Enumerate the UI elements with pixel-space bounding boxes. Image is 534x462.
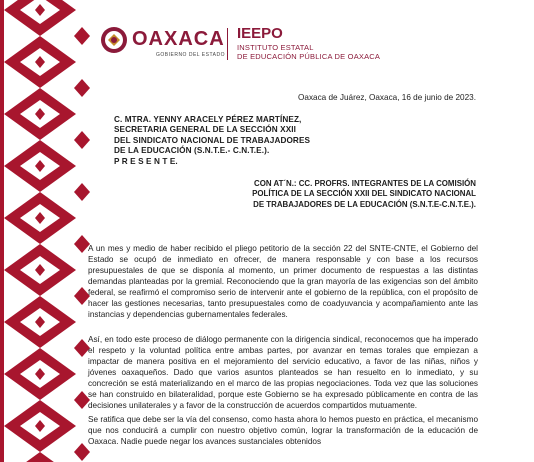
recipient-line: SECRETARIA GENERAL DE LA SECCIÓN XXII: [114, 125, 297, 135]
body-paragraph: A un mes y medio de haber recibido el pliego petitorio de la sección 22 del SNTE-CNTE, el Gobierno del Estado se ocupó de inmediato en ofrecer, de manera responsable y con base a los recursos presupuestales de que se disponía al momento, un primer documento de respuestas a las distintas demandas planteadas por la gremial. Reconociendo que la gran mayoría de las exigencias son del ámbito federal, se reafirmó el compromiso serio de intervenir ante el gobierno de la república, con el propósito de hacer las gestiones necesarias, tanto presupuestales como de coadyuvancia y acompañamiento ante las instancias y dependencias gubernamentales federales.: [88, 244, 478, 319]
recipient-line: C. MTRA. YENNY ARACELY PÉREZ MARTÍNEZ,: [114, 115, 302, 124]
letterhead: [100, 26, 520, 66]
recipient-line: DE LA EDUCACIÓN (S.N.T.E.- C.N.T.E.).: [114, 146, 270, 156]
ieepo-name-line2: DE EDUCACIÓN PÚBLICA DE OAXACA: [237, 52, 381, 61]
recipient-block: [114, 115, 474, 167]
border-band: [0, 0, 4, 462]
body-paragraph: Así, en todo este proceso de diálogo permanente con la dirigencia sindical, reconocemos que ha imperado el respeto y la voluntad política entre ambas partes, por avanzar en temas torales que empiezan a impactar de manera positiva en el mejoramiento del servicio educativo, a favor de las niñas, niños y jóvenes oaxaqueños. Dado que varios asuntos planteados se han resuelto en lo inmediato, y su concreción se está materializando en el marco de las propias negociaciones. Toda vez que las soluciones se han construido en bilateralidad, porque este Gobierno se ha expresado públicamente en contra de las decisiones unilaterales y a favor de la construcción de acuerdos compartidos mutuamente.: [88, 335, 478, 410]
oaxaca-emblem-icon: [100, 26, 128, 54]
textile-border-pattern: [0, 0, 98, 462]
letter-date: Oaxaca de Juárez, Oaxaca, 16 de junio de 2023.: [298, 93, 476, 102]
attention-block: [186, 179, 476, 210]
attention-line: DE TRABAJADORES DE LA EDUCACIÓN (S.N.T.E-C.N.T.E.).: [253, 199, 476, 209]
ieepo-acronym: IEEPO: [237, 25, 283, 42]
body-paragraph: Se ratifica que debe ser la vía del consenso, como hasta ahora lo hemos puesto en práctica, el mecanismo que nos conducirá a cumplir con nuestro objetivo común, lograr la transformación de la educación de Oaxaca. Nadie puede negar los avances sustanciales obtenidos: [88, 415, 478, 446]
attention-line: POLÍTICA DE LA SECCIÓN XXII DEL SINDICATO NACIONAL: [252, 189, 476, 199]
recipient-line: P R E S E N T E.: [114, 156, 178, 166]
logo-divider: [227, 28, 228, 60]
ieepo-name-line1: INSTITUTO ESTATAL: [237, 43, 314, 52]
oaxaca-wordmark: OAXACA: [132, 28, 225, 50]
oaxaca-subtitle: GOBIERNO DEL ESTADO: [156, 52, 225, 58]
recipient-line: DEL SINDICATO NACIONAL DE TRABAJADORES: [114, 135, 311, 145]
attention-line: CON AT´N.: CC. PROFRS. INTEGRANTES DE LA COMISIÓN: [254, 179, 476, 188]
